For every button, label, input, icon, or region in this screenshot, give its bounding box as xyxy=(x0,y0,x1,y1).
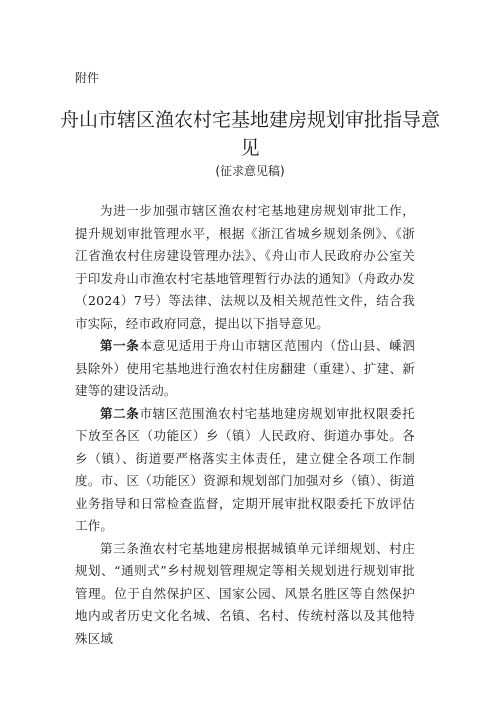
preamble-paragraph xyxy=(75,200,415,335)
document-body xyxy=(75,200,415,650)
article-label: 第一条 xyxy=(100,338,140,353)
attachment-label: 附件 xyxy=(75,71,100,85)
paragraph-text: 为进一步加强市辖区渔农村宅基地建房规划审批工作，提升规划审批管理水平，根据《浙江省城乡规划条例》、《浙江省渔农村住房建设管理办法》、《舟山市人民政府办公室关于印发舟山市渔农村宅基地管理暂行办法的通知》（舟政办发（2024）7号）等法律、法规以及相关规范性文件，结合我市实际，经市政府同意，提出以下指导意见。 xyxy=(75,203,415,331)
article-3-paragraph xyxy=(75,538,415,651)
paragraph-text: 第三条渔农村宅基地建房根据城镇单元详细规划、村庄规划、“通则式”乡村规划管理规定等相关规划进行规划审批管理。位于自然保护区、国家公园、风景名胜区等自然保护地内或者历史文化名城、名镇、名村、传统村落以及其他特殊区域 xyxy=(75,540,415,646)
paragraph-text: 市辖区范围渔农村宅基地建房规划审批权限委托下放至各区（功能区）乡（镇）人民政府、街道办事处。各乡（镇）、街道要严格落实主体责任，建立健全各项工作制度。市、区（功能区）资源和规划部门加强对乡（镇）、街道业务指导和日常检查监督，定期开展审批权限委托下放评估工作。 xyxy=(75,405,415,533)
article-1-paragraph xyxy=(75,335,415,403)
article-label: 第二条 xyxy=(100,405,140,421)
document-subtitle: (征求意见稿) xyxy=(215,164,285,178)
article-2-paragraph xyxy=(75,403,415,538)
document-title: 舟山市辖区渔农村宅基地建房规划审批指导意见 xyxy=(60,109,441,159)
paragraph-text: 本意见适用于舟山市辖区范围内（岱山县、嵊泗县除外）使用宅基地进行渔农村住房翻建（重建）、扩建、新建等的建设活动。 xyxy=(75,338,415,398)
